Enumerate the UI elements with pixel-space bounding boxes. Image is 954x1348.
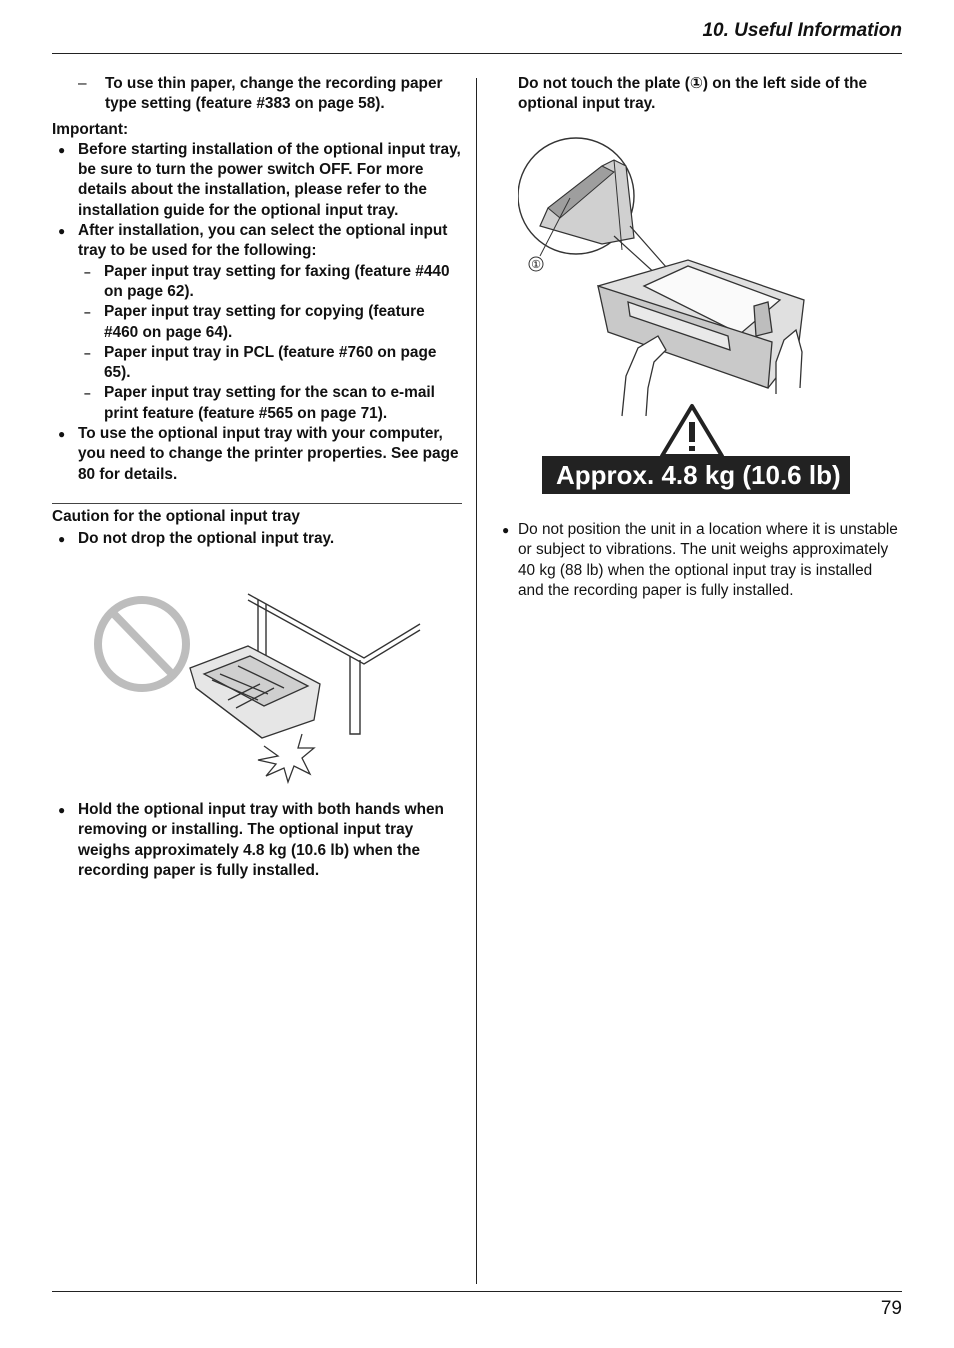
bullet-text: To use the optional input tray with your computer, you need to change the printer properties. See page 80 for details. (78, 425, 459, 483)
bullet-text: Do not position the unit in a location where it is unstable or subject to vibrations. The unit weighs approximately 40 kg (88 lb) when the optional input tray is installed and the recording paper is fully installed. (518, 521, 898, 599)
dash-marker: – (78, 75, 87, 92)
caution-rule (52, 503, 462, 504)
dash-marker: – (84, 345, 91, 360)
sub-item-copy (78, 302, 462, 343)
callout-label: ① (531, 259, 541, 271)
sub-item-text: Paper input tray setting for the scan to e-mail print feature (feature #565 on page 71). (104, 384, 435, 422)
important-heading: Important: (52, 120, 129, 138)
impact-lines (258, 734, 314, 782)
left-column (52, 74, 462, 550)
position-note (496, 520, 902, 601)
bullet-position-unit (496, 520, 902, 601)
bullet-do-not-drop (52, 529, 462, 549)
sub-item-scan-email (78, 383, 462, 424)
sub-item-text: Paper input tray in PCL (feature #760 on page 65). (104, 343, 437, 382)
sub-item-text: Paper input tray setting for copying (feature #460 on page 64). (104, 303, 425, 341)
dash-marker: – (84, 386, 91, 401)
plate-note: Do not touch the plate (①) on the left side of the optional input tray. (518, 75, 868, 113)
sub-item-fax (78, 262, 462, 303)
falling-tray-drawing (190, 646, 320, 738)
bullet-marker: ● (58, 427, 66, 442)
bullet-text: Hold the optional input tray with both hands when removing or installing. The optional input tray weighs approximately 4.8 kg (10.6 lb) when the recording paper is fully installed. (78, 801, 444, 879)
magnifier-circle (518, 138, 634, 254)
right-column (518, 74, 902, 115)
column-divider (476, 78, 477, 1284)
do-not-drop-illustration (88, 588, 428, 784)
dash-text: To use thin paper, change the recording paper type setting (feature #383 on page 58). (105, 75, 443, 113)
page-number: 79 (880, 1298, 902, 1319)
bullet-marker: ● (58, 803, 66, 817)
bullet-marker: ● (58, 532, 66, 547)
bullet-printer-properties (52, 424, 462, 485)
hold-note (52, 800, 462, 881)
bullet-text: Before starting installation of the optional input tray, be sure to turn the power switch OFF. For more details about the installation, please refer to the installation guide for the optional input tray. (78, 140, 461, 219)
tray-plate-illustration (518, 126, 818, 460)
dash-marker: – (84, 305, 91, 320)
header-rule (52, 53, 902, 54)
warning-triangle-icon (662, 406, 722, 456)
bullet-marker: ● (502, 523, 510, 537)
dash-marker: – (84, 264, 91, 279)
bullet-text: Do not drop the optional input tray. (78, 530, 335, 548)
bullet-text: After installation, you can select the optional input tray to be used for the following: (78, 222, 448, 260)
prohibition-icon (98, 600, 186, 688)
footer-rule (52, 1291, 902, 1292)
bullet-after-installation (52, 221, 462, 424)
weight-banner: Approx. 4.8 kg (10.6 lb) (542, 456, 850, 494)
bullet-hold-both-hands (52, 800, 462, 881)
sub-item-text: Paper input tray setting for faxing (feature #440 on page 62). (104, 262, 450, 300)
sub-item-pcl (78, 343, 462, 384)
caution-heading: Caution for the optional input tray (52, 507, 300, 525)
section-title: 10. Useful Information (702, 20, 902, 41)
bullet-marker: ● (58, 142, 66, 157)
bullet-marker: ● (58, 224, 66, 239)
bullet-power-off (52, 140, 462, 221)
dash-item-thin-paper (52, 74, 462, 115)
